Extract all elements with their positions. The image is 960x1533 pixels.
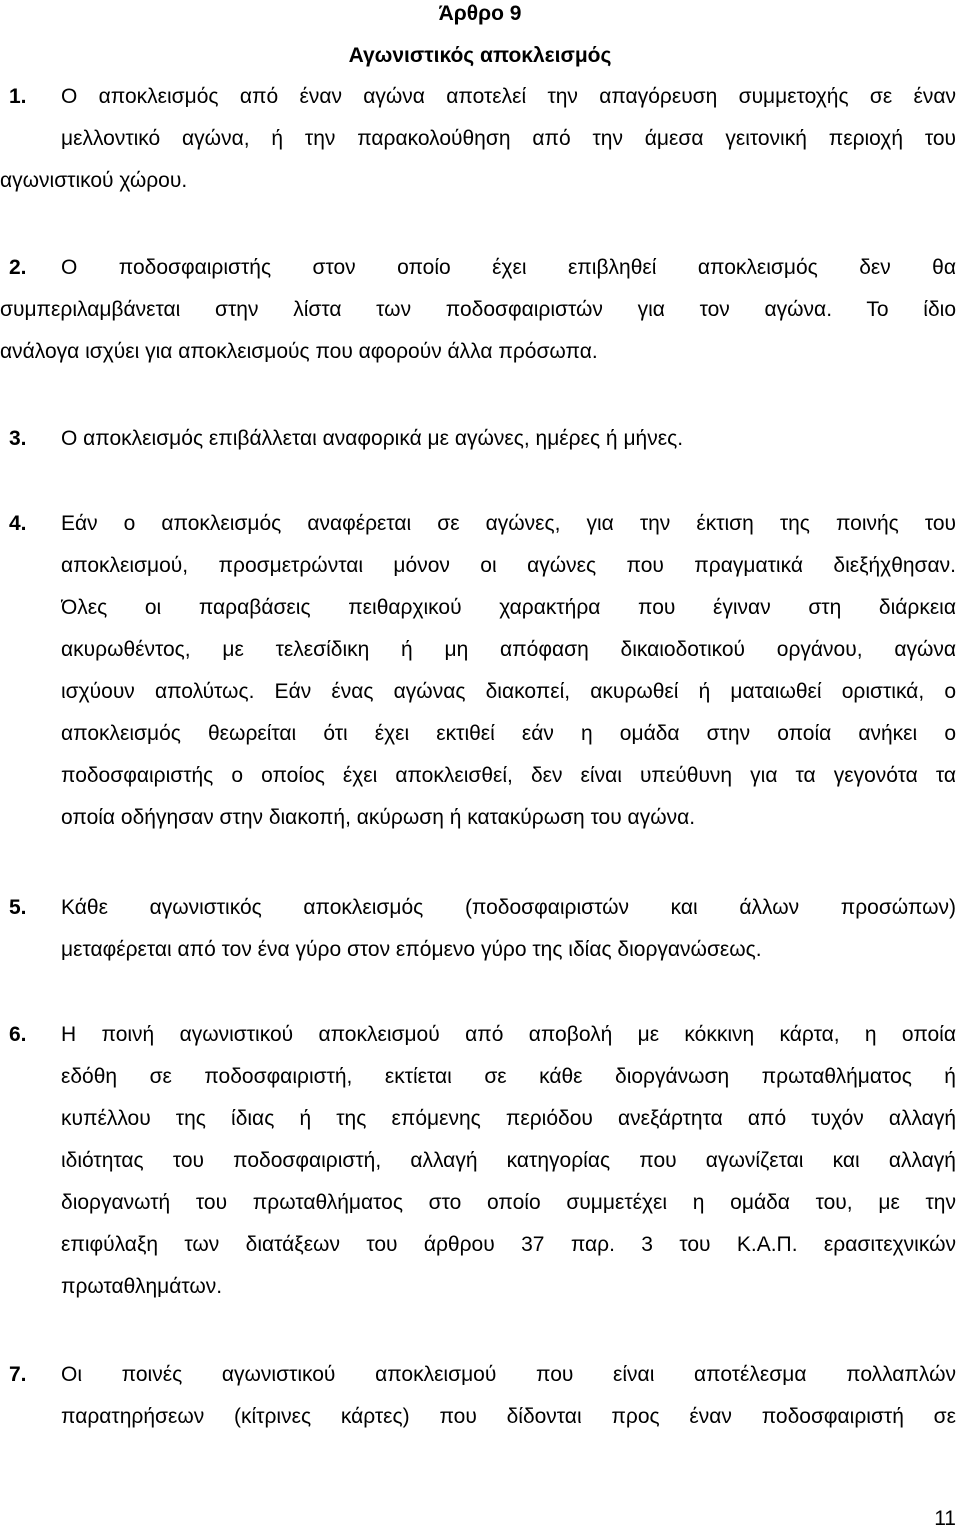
paragraph-line: Η ποινή αγωνιστικού αποκλεισμού από αποβολή με κόκκινη κάρτα, η οποία [61,1023,956,1046]
paragraph-number: 1. [9,85,27,108]
paragraph-line: οποία οδήγησαν στην διακοπή, ακύρωση ή κατακύρωση του αγώνα. [61,806,696,829]
paragraph-line: Εάν ο αποκλεισμός αναφέρεται σε αγώνες, για την έκτιση της ποινής του [61,512,956,535]
paragraph-line: αποκλεισμός θεωρείται ότι έχει εκτιθεί εάν η ομάδα στην οποία ανήκει ο [61,722,956,745]
paragraph-line: ιδιότητας του ποδοσφαιριστή, αλλαγή κατηγορίας που αγωνίζεται και αλλαγή [61,1149,956,1172]
paragraph-line: αγωνιστικού χώρου. [0,169,188,192]
paragraph-line: μελλοντικό αγώνα, ή την παρακολούθηση από την άμεσα γειτονική περιοχή του [61,127,956,150]
page-number: 11 [934,1507,956,1530]
paragraph-number: 3. [9,427,27,450]
paragraph-line: Ο αποκλεισμός από έναν αγώνα αποτελεί την απαγόρευση συμμετοχής σε έναν [61,85,956,108]
paragraph-line: συμπεριλαμβάνεται στην λίστα των ποδοσφαιριστών για τον αγώνα. Το ίδιο [0,298,956,321]
paragraph-number: 2. [9,256,27,279]
paragraph-1 [0,83,956,209]
paragraph-line: Οι ποινές αγωνιστικού αποκλεισμού που είναι αποτέλεσμα πολλαπλών [61,1363,956,1386]
paragraph-number: 5. [9,896,27,919]
paragraph-line: Κάθε αγωνιστικός αποκλεισμός (ποδοσφαιριστών και άλλων προσώπων) [61,896,956,919]
paragraph-number: 6. [9,1023,27,1046]
paragraph-line: παρατηρήσεων (κίτρινες κάρτες) που δίδονται προς έναν ποδοσφαιριστή σε [61,1405,956,1428]
paragraph-2 [0,254,956,380]
paragraph-line: Ο αποκλεισμός επιβάλλεται αναφορικά με αγώνες, ημέρες ή μήνες. [61,427,684,450]
paragraph-line: ακυρωθέντος, με τελεσίδικη ή μη απόφαση δικαιοδοτικού οργάνου, αγώνα [61,638,956,661]
paragraph-line: επιφύλαξη των διατάξεων του άρθρου 37 παρ. 3 του Κ.Α.Π. ερασιτεχνικών [61,1233,956,1256]
paragraph-line: Όλες οι παραβάσεις πειθαρχικού χαρακτήρα που έγιναν στη διάρκεια [61,596,956,619]
paragraph-line: εδόθη σε ποδοσφαιριστή, εκτίεται σε κάθε διοργάνωση πρωταθλήματος ή [61,1065,956,1088]
article-subtitle: Αγωνιστικός αποκλεισμός [348,44,612,67]
paragraph-line: ισχύουν απολύτως. Εάν ένας αγώνας διακοπεί, ακυρωθεί ή ματαιωθεί οριστικά, ο [61,680,956,703]
paragraph-line: μεταφέρεται από τον ένα γύρο στον επόμενο γύρο της ιδίας διοργανώσεως. [61,938,762,961]
paragraph-line: κυπέλλου της ίδιας ή της επόμενης περιόδου ανεξάρτητα από τυχόν αλλαγή [61,1107,956,1130]
paragraph-line: πρωταθλημάτων. [61,1275,223,1298]
paragraph-line: ανάλογα ισχύει για αποκλεισμούς που αφορούν άλλα πρόσωπα. [0,340,598,363]
paragraph-line: διοργανωτή του πρωταθλήματος στο οποίο συμμετέχει η ομάδα του, με την [61,1191,956,1214]
paragraph-7 [9,1361,956,1445]
paragraph-line: ποδοσφαιριστής ο οποίος έχει αποκλεισθεί, δεν είναι υπεύθυνη για τα γεγονότα τα [61,764,956,787]
article-title: Άρθρο 9 [438,2,522,25]
paragraph-line: Ο ποδοσφαιριστής στον οποίο έχει επιβληθεί αποκλεισμός δεν θα [61,256,956,279]
paragraph-4 [9,510,956,846]
paragraph-number: 4. [9,512,27,535]
paragraph-5 [9,894,956,978]
paragraph-line: αποκλεισμού, προσμετρώνται μόνον οι αγώνες που πραγματικά διεξήχθησαν. [61,554,956,577]
paragraph-6 [9,1021,956,1315]
paragraph-number: 7. [9,1363,27,1386]
paragraph-3 [9,425,956,467]
